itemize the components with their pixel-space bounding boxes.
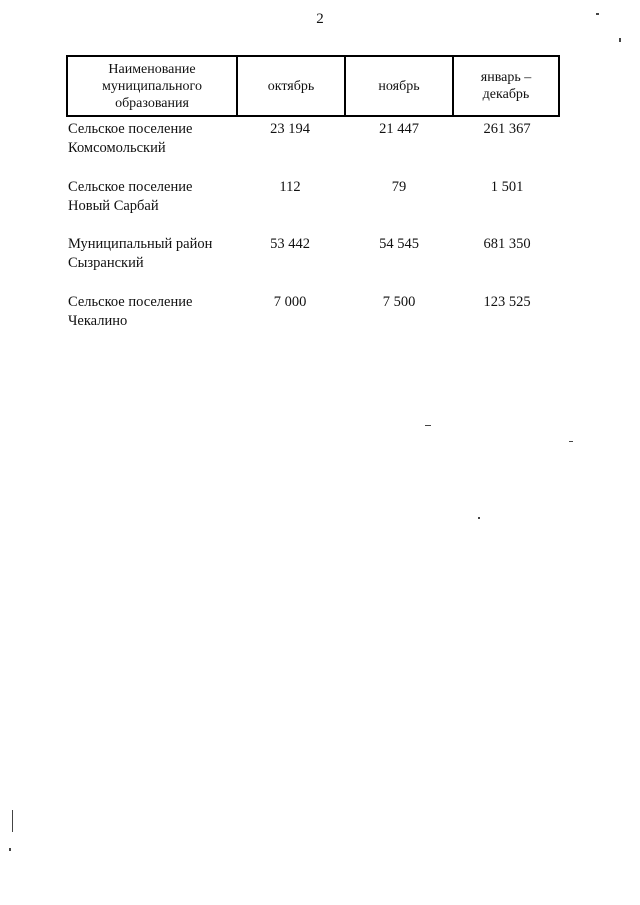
table-row	[68, 120, 560, 178]
row-municipality-name: Муниципальный район Сызранский	[68, 236, 213, 271]
table-body	[68, 120, 560, 350]
row-october-value: 7 000	[273, 293, 307, 310]
row-november-value: 54 545	[379, 236, 419, 252]
page-number: 2	[316, 11, 324, 27]
scan-speck	[425, 425, 431, 426]
row-municipality-name: Сельское поселение Чекалино	[68, 293, 193, 329]
row-municipality-name: Сельское поселение Новый Сарбай	[68, 178, 193, 214]
table-header	[66, 55, 560, 117]
scan-speck	[596, 13, 599, 15]
table-row	[68, 178, 560, 236]
row-november-value: 79	[391, 178, 407, 195]
table-row	[68, 235, 560, 293]
scan-speck	[12, 810, 13, 832]
header-municipality: Наименование муниципального образования	[68, 57, 238, 115]
scan-speck	[9, 848, 11, 851]
header-year: январь – декабрь	[480, 70, 532, 102]
scan-speck	[569, 441, 573, 442]
row-year-value: 681 350	[483, 236, 531, 252]
row-october-value: 53 442	[270, 236, 310, 252]
row-year-value: 261 367	[483, 121, 531, 137]
row-year-value: 1 501	[490, 178, 524, 195]
scan-speck	[619, 38, 621, 42]
row-november-value: 7 500	[382, 293, 416, 310]
row-year-value: 123 525	[483, 293, 531, 310]
row-november-value: 21 447	[379, 121, 419, 137]
row-october-value: 23 194	[270, 121, 310, 137]
row-october-value: 112	[279, 178, 301, 195]
table-row	[68, 293, 560, 351]
scan-speck	[478, 517, 480, 519]
header-november: ноябрь	[346, 57, 454, 115]
row-municipality-name: Сельское поселение Комсомольский	[68, 121, 193, 156]
header-october: октябрь	[238, 57, 346, 115]
